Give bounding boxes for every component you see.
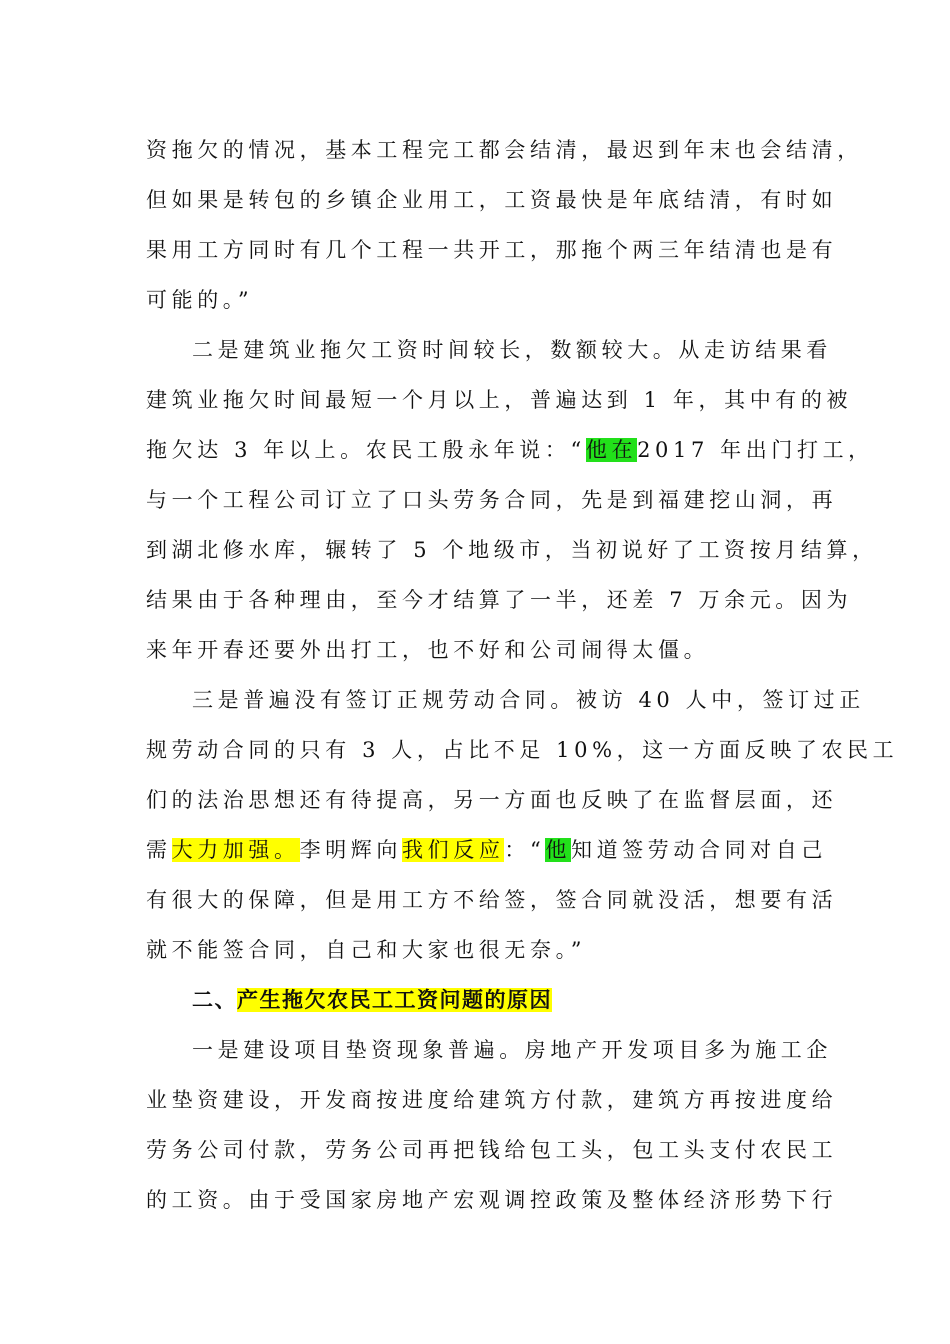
text-line: 的工资。由于受国家房地产宏观调控政策及整体经济形势下行 bbox=[146, 1188, 838, 1212]
text-line: 就不能签合同，自己和大家也很无奈。” bbox=[146, 938, 587, 962]
highlighted-text-green: 他 bbox=[545, 838, 571, 862]
text-line: 可能的。” bbox=[146, 288, 254, 312]
paragraph-start-line: 三是普遍没有签订正规劳动合同。被访 40 人中，签订过正 bbox=[192, 688, 865, 712]
text-segment: 需 bbox=[146, 838, 172, 862]
paragraph-start-line: 一是建设项目垫资现象普遍。房地产开发项目多为施工企 bbox=[192, 1038, 832, 1062]
highlighted-text-yellow: 大力加强。 bbox=[171, 838, 300, 862]
text-line: 到湖北修水库，辗转了 5 个地级市，当初说好了工资按月结算， bbox=[146, 538, 878, 562]
heading-number: 二、 bbox=[192, 988, 237, 1012]
text-line: 但如果是转包的乡镇企业用工，工资最快是年底结清，有时如 bbox=[146, 188, 838, 212]
text-line: 结果由于各种理由，至今才结算了一半，还差 7 万余元。因为 bbox=[146, 588, 853, 612]
text-line: 劳务公司付款，劳务公司再把钱给包工头，包工头支付农民工 bbox=[146, 1138, 838, 1162]
text-line: 们的法治思想还有待提高，另一方面也反映了在监督层面，还 bbox=[146, 788, 838, 812]
heading-title-highlighted: 产生拖欠农民工工资问题的原因 bbox=[237, 988, 552, 1012]
paragraph-start-line: 二是建筑业拖欠工资时间较长，数额较大。从走访结果看 bbox=[192, 338, 832, 362]
text-segment: 李明辉向 bbox=[299, 838, 403, 862]
section-heading bbox=[192, 980, 862, 1020]
text-line: 规劳动合同的只有 3 人，占比不足 10%，这一方面反映了农民工 bbox=[146, 738, 899, 762]
text-line: 建筑业拖欠时间最短一个月以上，普遍达到 1 年，其中有的被 bbox=[146, 388, 853, 412]
highlighted-text-green: 他在 bbox=[585, 438, 638, 462]
text-line: 业垫资建设，开发商按进度给建筑方付款，建筑方再按进度给 bbox=[146, 1088, 838, 1112]
text-line: 果用工方同时有几个工程一共开工，那拖个两三年结清也是有 bbox=[146, 238, 838, 262]
text-line: 有很大的保障，但是用工方不给签，签合同就没活，想要有活 bbox=[146, 888, 838, 912]
highlighted-text-yellow: 我们反应 bbox=[402, 838, 505, 862]
text-segment: ：“ bbox=[504, 838, 546, 862]
text-segment: 拖欠达 3 年以上。农民工殷永年说：“ bbox=[146, 438, 586, 462]
text-line bbox=[146, 830, 827, 870]
text-line bbox=[146, 430, 874, 470]
text-line: 来年开春还要外出打工，也不好和公司闹得太僵。 bbox=[146, 638, 710, 662]
text-line: 与一个工程公司订立了口头劳务合同，先是到福建挖山洞，再 bbox=[146, 488, 838, 512]
text-line: 资拖欠的情况，基本工程完工都会结清，最迟到年末也会结清， bbox=[146, 138, 863, 162]
text-segment: 2017 年出门打工， bbox=[637, 438, 874, 462]
text-segment: 知道签劳动合同对自己 bbox=[570, 838, 827, 862]
